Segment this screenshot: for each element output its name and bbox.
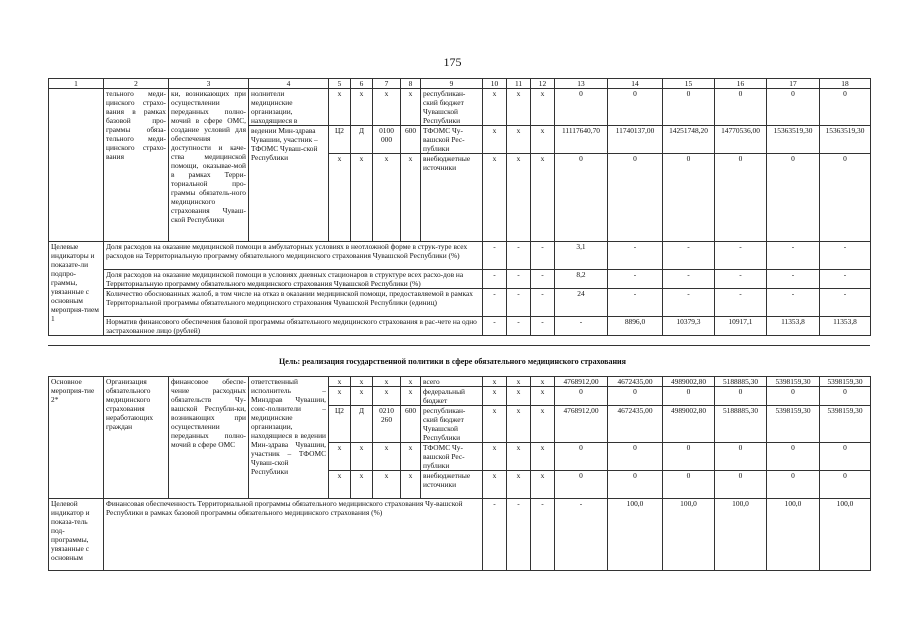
cell-value: 14251748,20	[663, 126, 715, 154]
cell-code: х	[351, 154, 373, 242]
cell-value: 0	[715, 471, 767, 499]
indicator-row	[49, 317, 871, 336]
cell-value: 8896,0	[608, 317, 663, 336]
cell-code: 600	[401, 126, 421, 154]
cell-source: внебюджетные источники	[421, 471, 483, 499]
cell-value: -	[483, 317, 507, 336]
cell-value: 0	[820, 387, 871, 406]
cell-value: 0	[555, 154, 608, 242]
cell-value: 0	[555, 443, 608, 471]
cell-value: 4672435,00	[608, 377, 663, 387]
cell-value: 100,0	[820, 499, 871, 571]
table-row	[49, 377, 871, 387]
cell-value: -	[507, 499, 531, 571]
cell-value: -	[531, 317, 555, 336]
cell-value: 4768912,00	[555, 377, 608, 387]
cell-value: -	[715, 270, 767, 289]
indicator-text: Финансовая обеспеченность Территориальной программы обязательного медицинского страхования Чу-вашской Республики в рамках базовой программы обязательного медицинского страхования (%)	[104, 499, 483, 571]
cell-value: -	[483, 242, 507, 270]
cell-code: х	[401, 387, 421, 406]
cell-value: х	[483, 154, 507, 242]
cell-executors: нолнители медицинские организации, находящиеся в	[249, 89, 329, 126]
cell-task: ки, возникающих при осуществлении переданных полно-мочий в сфере ОМС, создание условий для обеспечения доступности и каче-ства медицинской помощи, оказывае-мой в рамках Терри-ториальной про-граммы обязатель-ного медицинского страхования Чуваш-ской Республики	[169, 89, 249, 242]
cell-value: 5398159,30	[820, 406, 871, 443]
cell-value: -	[507, 317, 531, 336]
cell-code: х	[401, 471, 421, 499]
cell-value: 0	[663, 89, 715, 126]
cell-value: х	[531, 406, 555, 443]
cell-value: х	[531, 89, 555, 126]
cell-code: х	[329, 387, 351, 406]
cell-value: х	[531, 377, 555, 387]
cell-code: Ц2	[329, 406, 351, 443]
cell-value: 5398159,30	[767, 377, 820, 387]
cell-source: внебюджетные источники	[421, 154, 483, 242]
cell-value: 0	[555, 89, 608, 126]
cell-value: 5398159,30	[767, 406, 820, 443]
cell-value: 11353,8	[820, 317, 871, 336]
cell-value: х	[531, 126, 555, 154]
cell-code: Д	[351, 406, 373, 443]
cell-value: 0	[820, 471, 871, 499]
indicator-text: Доля расходов на оказание медицинской помощи в амбулаторных условиях в неотложной форме в струк-туре всех расходов на Территориальную программу обязательного медицинского страхования Чувашской Республики (%)	[104, 242, 483, 270]
cell-value: 0	[715, 154, 767, 242]
cell-code: 600	[401, 406, 421, 443]
col-number: 7	[373, 79, 401, 89]
cell-value: х	[483, 443, 507, 471]
cell-code: х	[351, 443, 373, 471]
cell-value: 14770536,00	[715, 126, 767, 154]
cell-value: 0	[767, 89, 820, 126]
cell-value: 0	[608, 443, 663, 471]
cell-value: х	[531, 471, 555, 499]
cell-value: 100,0	[608, 499, 663, 571]
program-table-upper	[48, 78, 871, 336]
cell-value: -	[483, 499, 507, 571]
col-number: 12	[531, 79, 555, 89]
cell-value: 0	[715, 89, 767, 126]
cell-value: -	[555, 499, 608, 571]
cell-value: -	[767, 270, 820, 289]
cell-executors: ответственный исполнитель – Минздрав Чувашии, соис-полнители – медицинские организации, находящиеся в ведении Мин-здрава Чувашии, участник – ТФОМС Чуваш-ской Республики	[249, 377, 329, 499]
cell-code: х	[373, 387, 401, 406]
col-number: 13	[555, 79, 608, 89]
cell-value: -	[483, 289, 507, 317]
cell-value: х	[531, 443, 555, 471]
col-number: 9	[421, 79, 483, 89]
cell-source: ТФОМС Чу-вашской Рес-публики	[421, 126, 483, 154]
col-number: 17	[767, 79, 820, 89]
cell-source: республикан-ский бюджет Чувашской Республики	[421, 89, 483, 126]
cell-value: 3,1	[555, 242, 608, 270]
cell-source: федеральный бюджет	[421, 387, 483, 406]
cell-value: х	[531, 154, 555, 242]
cell-value: 10917,1	[715, 317, 767, 336]
cell-value: -	[555, 317, 608, 336]
cell-value: -	[663, 270, 715, 289]
cell-value: 24	[555, 289, 608, 317]
cell-value: 5398159,30	[820, 377, 871, 387]
cell-value: х	[531, 387, 555, 406]
cell-value: 0	[555, 471, 608, 499]
cell-value: -	[608, 242, 663, 270]
cell-code: х	[373, 377, 401, 387]
cell-value: 0	[767, 387, 820, 406]
cell-code: х	[373, 89, 401, 126]
cell-value: 0	[767, 471, 820, 499]
col-number: 10	[483, 79, 507, 89]
cell-value: 0	[608, 154, 663, 242]
cell-value: -	[715, 242, 767, 270]
col-number: 18	[820, 79, 871, 89]
cell-value: -	[507, 242, 531, 270]
col-number: 16	[715, 79, 767, 89]
cell-code: х	[329, 154, 351, 242]
cell-code: х	[329, 377, 351, 387]
col-number: 4	[249, 79, 329, 89]
cell-value: 5188885,30	[715, 406, 767, 443]
cell-value: 4768912,00	[555, 406, 608, 443]
cell-value: -	[531, 270, 555, 289]
column-number-row	[49, 79, 871, 89]
indicators-label: Целевые индикаторы и показате-ли подпро-граммы, увязанные с основным меропрня-тием 1	[49, 242, 104, 336]
program-table-lower	[48, 376, 871, 571]
cell-code: х	[401, 377, 421, 387]
cell-code: х	[329, 471, 351, 499]
cell-task: финансовое обеспе-чение расходных обязательств Чу-вашской Республи-ки, возникающих при осуществлении переданных полно-мочий в сфере ОМС	[169, 377, 249, 499]
cell-value: 0	[663, 154, 715, 242]
cell-value: 0	[767, 154, 820, 242]
cell-value: х	[483, 126, 507, 154]
cell-value: 15363519,30	[767, 126, 820, 154]
cell-value: 0	[767, 443, 820, 471]
cell-code: х	[351, 471, 373, 499]
cell-code: х	[329, 443, 351, 471]
cell-code: х	[373, 443, 401, 471]
cell-value: -	[531, 499, 555, 571]
cell-value: х	[483, 406, 507, 443]
cell-value: 0	[663, 443, 715, 471]
col-number: 3	[169, 79, 249, 89]
col-number: 2	[104, 79, 169, 89]
cell-value: 4989002,80	[663, 406, 715, 443]
cell-value: 11353,8	[767, 317, 820, 336]
cell-value: х	[507, 471, 531, 499]
cell-main-activity: Основное мероприя-тие 2*	[49, 377, 104, 499]
cell-activity: Организация обязательного медицинского страхования неработающих граждан	[104, 377, 169, 499]
col-number: 15	[663, 79, 715, 89]
cell-value: 0	[820, 154, 871, 242]
cell-value: -	[531, 242, 555, 270]
cell-value: -	[820, 289, 871, 317]
col-number: 11	[507, 79, 531, 89]
cell-value: -	[715, 289, 767, 317]
cell-value: 100,0	[767, 499, 820, 571]
cell-value: 100,0	[715, 499, 767, 571]
cell-code: х	[351, 387, 373, 406]
cell-value: 11740137,00	[608, 126, 663, 154]
indicator-text: Норматив финансового обеспечения базовой программы обязательного медицинского страхования в рас-чете на одно застрахованное лицо (рублей)	[104, 317, 483, 336]
cell-value: 8,2	[555, 270, 608, 289]
cell-value: 10379,3	[663, 317, 715, 336]
cell-code: х	[351, 377, 373, 387]
cell-code: Ц2	[329, 126, 351, 154]
divider	[48, 345, 870, 346]
cell-value: 0	[608, 471, 663, 499]
cell-source: всего	[421, 377, 483, 387]
cell-code: 0210 260	[373, 406, 401, 443]
cell-value: х	[507, 126, 531, 154]
cell-value: -	[767, 289, 820, 317]
cell-value: х	[483, 387, 507, 406]
cell-value: х	[483, 377, 507, 387]
cell-value: 0	[715, 443, 767, 471]
cell-value: -	[608, 289, 663, 317]
page-number: 175	[443, 55, 462, 69]
cell-code: х	[373, 471, 401, 499]
cell-value: х	[507, 154, 531, 242]
cell-value: 0	[715, 387, 767, 406]
col-number: 1	[49, 79, 104, 89]
col-number: 6	[351, 79, 373, 89]
indicator-row	[49, 242, 871, 270]
goal-title: Цель: реализация государственной политики в сфере обязательного медицинского страхования	[279, 357, 626, 366]
cell-value: 11117640,70	[555, 126, 608, 154]
cell-value: 0	[663, 471, 715, 499]
cell-value: х	[483, 471, 507, 499]
cell-value: -	[663, 242, 715, 270]
indicator-row	[49, 289, 871, 317]
cell-value: 100,0	[663, 499, 715, 571]
cell-value: 15363519,30	[820, 126, 871, 154]
indicators-label: Целевой индикатор и показа-тель под-программы, увязанные с основным	[49, 499, 104, 571]
cell-value: 4989002,80	[663, 377, 715, 387]
col-number: 14	[608, 79, 663, 89]
cell-value: 0	[820, 89, 871, 126]
cell-activity: тельного меди-цинского страхо-вания в рамках базовой про-граммы обяза-тельного меди-цинского страхо-вания	[104, 89, 169, 242]
cell-code: х	[401, 443, 421, 471]
cell-code: х	[401, 154, 421, 242]
col-number: 5	[329, 79, 351, 89]
cell-value: х	[483, 89, 507, 126]
cell-value: -	[663, 289, 715, 317]
col-number: 8	[401, 79, 421, 89]
cell-value: 5188885,30	[715, 377, 767, 387]
table-row	[49, 89, 871, 126]
cell-empty	[49, 89, 104, 242]
cell-code: х	[401, 89, 421, 126]
indicator-text: Количество обоснованных жалоб, в том числе на отказ в оказании медицинской помощи, предоставляемой в рамках Территориальной программы обязательного медицинского страхования Чувашской Республики (единиц)	[104, 289, 483, 317]
cell-code: х	[373, 154, 401, 242]
cell-value: 0	[555, 387, 608, 406]
cell-value: -	[820, 242, 871, 270]
cell-value: х	[507, 387, 531, 406]
cell-value: х	[507, 443, 531, 471]
cell-value: х	[507, 89, 531, 126]
cell-value: -	[608, 270, 663, 289]
cell-code: х	[329, 89, 351, 126]
cell-value: -	[507, 270, 531, 289]
cell-value: -	[483, 270, 507, 289]
cell-value: 0	[608, 387, 663, 406]
cell-value: х	[507, 377, 531, 387]
cell-source: республикан-ский бюджет Чувашской Республики	[421, 406, 483, 443]
cell-value: -	[767, 242, 820, 270]
cell-code: 0100 000	[373, 126, 401, 154]
indicator-row	[49, 270, 871, 289]
cell-code: Д	[351, 126, 373, 154]
cell-value: -	[820, 270, 871, 289]
cell-value: -	[507, 289, 531, 317]
cell-code: х	[351, 89, 373, 126]
cell-executors: ведении Мин-здрава Чувашии, участник – ТФОМС Чуваш-ской Республики	[249, 126, 329, 242]
cell-value: 4672435,00	[608, 406, 663, 443]
cell-source: ТФОМС Чу-вашской Рес-публики	[421, 443, 483, 471]
cell-value: 0	[663, 387, 715, 406]
indicator-row	[49, 499, 871, 571]
indicator-text: Доля расходов на оказание медицинской помощи в условиях дневных стационаров в структуре всех расхо-дов на Территориальную программу обязательного медицинского страхования Чувашской Республики (%)	[104, 270, 483, 289]
cell-value: -	[531, 289, 555, 317]
cell-value: х	[507, 406, 531, 443]
cell-value: 0	[608, 89, 663, 126]
cell-value: 0	[820, 443, 871, 471]
